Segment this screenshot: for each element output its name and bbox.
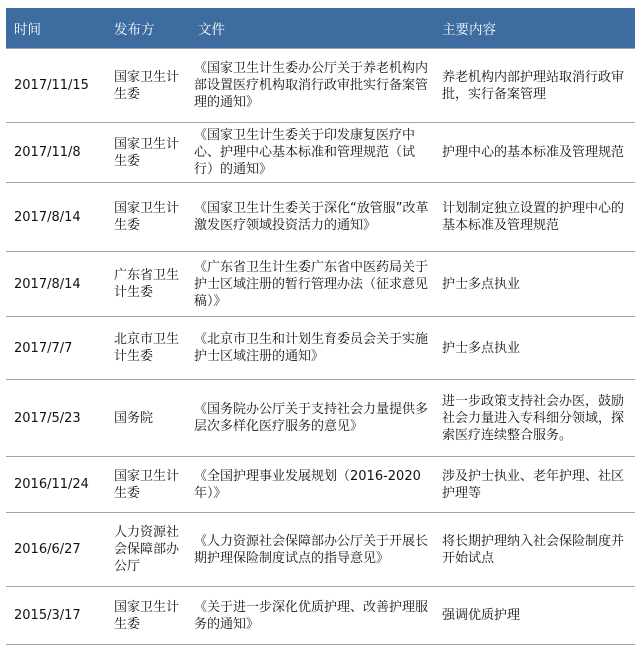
table-row — [6, 49, 635, 123]
cell-date: 2017/11/15 — [6, 49, 106, 123]
table-row — [6, 457, 635, 513]
table-row — [6, 317, 635, 380]
table-row — [6, 587, 635, 645]
cell-content: 护理中心的基本标准及管理规范 — [434, 123, 635, 183]
cell-content: 强调优质护理 — [434, 587, 635, 645]
cell-document: 《国家卫生计生委办公厅关于养老机构内部设置医疗机构取消行政审批实行备案管理的通知》 — [190, 49, 434, 123]
table-row — [6, 183, 635, 252]
cell-document: 《广东省卫生计生委广东省中医药局关于护士区域注册的暂行管理办法（征求意见稿）》 — [190, 252, 434, 317]
table-row — [6, 252, 635, 317]
table-body — [6, 49, 635, 645]
cell-issuer: 国家卫生计生委 — [106, 457, 190, 513]
cell-issuer: 国务院 — [106, 380, 190, 457]
cell-content: 护士多点执业 — [434, 317, 635, 380]
table-row — [6, 123, 635, 183]
cell-content: 计划制定独立设置的护理中心的基本标准及管理规范 — [434, 183, 635, 252]
cell-issuer: 人力资源社会保障部办公厅 — [106, 513, 190, 587]
policy-table-container — [6, 8, 635, 645]
header-issuer: 发布方 — [106, 8, 190, 49]
cell-date: 2017/8/14 — [6, 252, 106, 317]
cell-content: 涉及护士执业、老年护理、社区护理等 — [434, 457, 635, 513]
cell-issuer: 国家卫生计生委 — [106, 49, 190, 123]
policy-table — [6, 8, 635, 645]
cell-content: 将长期护理纳入社会保险制度并开始试点 — [434, 513, 635, 587]
header-content: 主要内容 — [434, 8, 635, 49]
cell-issuer: 国家卫生计生委 — [106, 123, 190, 183]
cell-document: 《人力资源社会保障部办公厅关于开展长期护理保险制度试点的指导意见》 — [190, 513, 434, 587]
cell-issuer: 国家卫生计生委 — [106, 183, 190, 252]
cell-date: 2015/3/17 — [6, 587, 106, 645]
cell-date: 2016/11/24 — [6, 457, 106, 513]
cell-document: 《国家卫生计生委关于深化“放管服”改革激发医疗领域投资活力的通知》 — [190, 183, 434, 252]
cell-date: 2017/11/8 — [6, 123, 106, 183]
table-header — [6, 8, 635, 49]
cell-document: 《关于进一步深化优质护理、改善护理服务的通知》 — [190, 587, 434, 645]
cell-document: 《国务院办公厅关于支持社会力量提供多层次多样化医疗服务的意见》 — [190, 380, 434, 457]
table-row — [6, 380, 635, 457]
header-document: 文件 — [190, 8, 434, 49]
cell-document: 《北京市卫生和计划生育委员会关于实施护士区域注册的通知》 — [190, 317, 434, 380]
cell-date: 2016/6/27 — [6, 513, 106, 587]
cell-content: 进一步政策支持社会办医，鼓励社会力量进入专科细分领域，探索医疗连续整合服务。 — [434, 380, 635, 457]
cell-content: 护士多点执业 — [434, 252, 635, 317]
cell-content: 养老机构内部护理站取消行政审批，实行备案管理 — [434, 49, 635, 123]
cell-date: 2017/5/23 — [6, 380, 106, 457]
cell-document: 《全国护理事业发展规划（2016-2020年）》 — [190, 457, 434, 513]
header-row — [6, 8, 635, 49]
cell-issuer: 北京市卫生计生委 — [106, 317, 190, 380]
cell-date: 2017/7/7 — [6, 317, 106, 380]
header-date: 时间 — [6, 8, 106, 49]
cell-issuer: 广东省卫生计生委 — [106, 252, 190, 317]
cell-document: 《国家卫生计生委关于印发康复医疗中心、护理中心基本标准和管理规范（试行）的通知》 — [190, 123, 434, 183]
table-row — [6, 513, 635, 587]
cell-date: 2017/8/14 — [6, 183, 106, 252]
cell-issuer: 国家卫生计生委 — [106, 587, 190, 645]
